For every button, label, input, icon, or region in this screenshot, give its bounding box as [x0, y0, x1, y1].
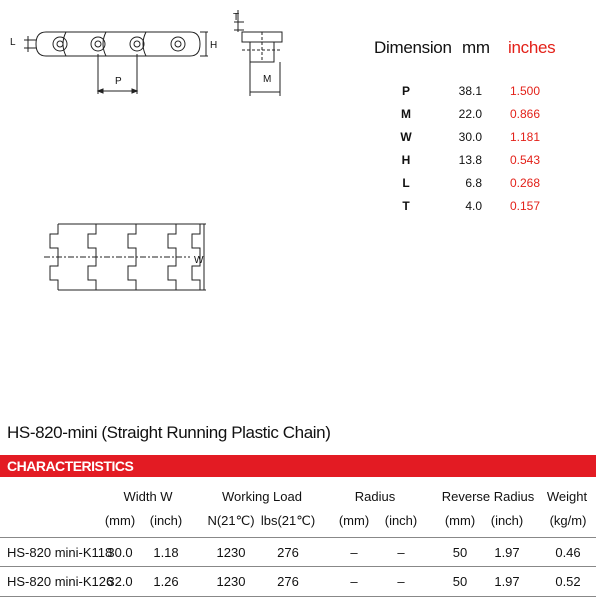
- dim-label-l: L: [10, 37, 16, 48]
- dim-label-h: H: [210, 40, 218, 51]
- table-divider: [0, 566, 596, 567]
- weight-cell: 0.46: [555, 545, 581, 560]
- radius-mm-unit: (mm): [338, 513, 370, 528]
- radius-inch-cell: –: [397, 545, 405, 560]
- width-inch-cell: 1.26: [153, 574, 179, 589]
- dimension-label: P: [401, 84, 410, 98]
- dimension-label: T: [402, 199, 410, 213]
- width-mm-cell: 32.0: [107, 574, 133, 589]
- dimension-mm: 6.8: [465, 176, 482, 190]
- rev-mm-cell: 50: [452, 574, 468, 589]
- radius-mm-cell: –: [350, 574, 358, 589]
- mm-header: mm: [462, 38, 490, 57]
- width-mm-cell: 30.0: [107, 545, 133, 560]
- radius-inch-unit: (inch): [384, 513, 418, 528]
- dimension-mm: 38.1: [458, 84, 482, 98]
- load-lbs-cell: 276: [277, 545, 299, 560]
- width-inch-unit: (inch): [149, 513, 183, 528]
- load-n-unit: N(21℃): [207, 513, 255, 528]
- radius-inch-cell: –: [397, 574, 405, 589]
- width-inch-cell: 1.18: [153, 545, 179, 560]
- chain-top-view-drawing: [40, 218, 220, 300]
- weight-cell: 0.52: [555, 574, 581, 589]
- weight-header: Weight: [546, 489, 588, 504]
- dimension-mm: 30.0: [458, 130, 482, 144]
- weight-unit: (kg/m): [549, 513, 587, 528]
- rev-mm-unit: (mm): [444, 513, 476, 528]
- rev-inch-cell: 1.97: [494, 545, 520, 560]
- dimension-mm: 4.0: [465, 199, 482, 213]
- model-cell: HS-820 mini-K118: [7, 545, 113, 560]
- width-mm-unit: (mm): [104, 513, 136, 528]
- inches-header: inches: [508, 38, 556, 57]
- characteristics-bar: [0, 455, 596, 477]
- table-divider: [0, 596, 596, 597]
- radius-header: Radius: [354, 489, 396, 504]
- radius-mm-cell: –: [350, 545, 358, 560]
- characteristics-label: CHARACTERISTICS: [7, 458, 134, 474]
- dimension-label: M: [401, 107, 411, 121]
- rev-inch-unit: (inch): [490, 513, 524, 528]
- dim-label-p: P: [115, 76, 122, 87]
- dimension-label: H: [401, 153, 411, 167]
- load-lbs-cell: 276: [277, 574, 299, 589]
- load-lbs-unit: lbs(21℃): [260, 513, 316, 528]
- dimension-inches: 0.268: [510, 176, 541, 190]
- dimension-label: L: [402, 176, 410, 190]
- reverse-radius-header: Reverse Radius: [441, 489, 535, 504]
- dimension-inches: 1.181: [510, 130, 541, 144]
- width-header: Width W: [123, 489, 173, 504]
- dimension-inches: 0.157: [510, 199, 541, 213]
- dimension-inches: 0.543: [510, 153, 541, 167]
- dimension-label: W: [400, 130, 412, 144]
- product-title: HS-820-mini (Straight Running Plastic Chain): [7, 423, 331, 442]
- model-cell: HS-820 mini-K126: [7, 574, 114, 589]
- dim-label-m: M: [263, 74, 272, 85]
- table-divider: [0, 537, 596, 538]
- dim-label-t: T: [233, 12, 240, 23]
- working-load-header: Working Load: [222, 489, 302, 504]
- dimension-mm: 13.8: [458, 153, 482, 167]
- rev-inch-cell: 1.97: [494, 574, 520, 589]
- dimension-header: Dimension: [374, 38, 452, 57]
- load-n-cell: 1230: [216, 545, 246, 560]
- rev-mm-cell: 50: [452, 545, 468, 560]
- dimension-inches: 1.500: [510, 84, 541, 98]
- chain-side-view-drawing: [20, 20, 220, 100]
- dimension-mm: 22.0: [458, 107, 482, 121]
- dimension-inches: 0.866: [510, 107, 541, 121]
- load-n-cell: 1230: [216, 574, 246, 589]
- dim-label-w: W: [194, 255, 204, 266]
